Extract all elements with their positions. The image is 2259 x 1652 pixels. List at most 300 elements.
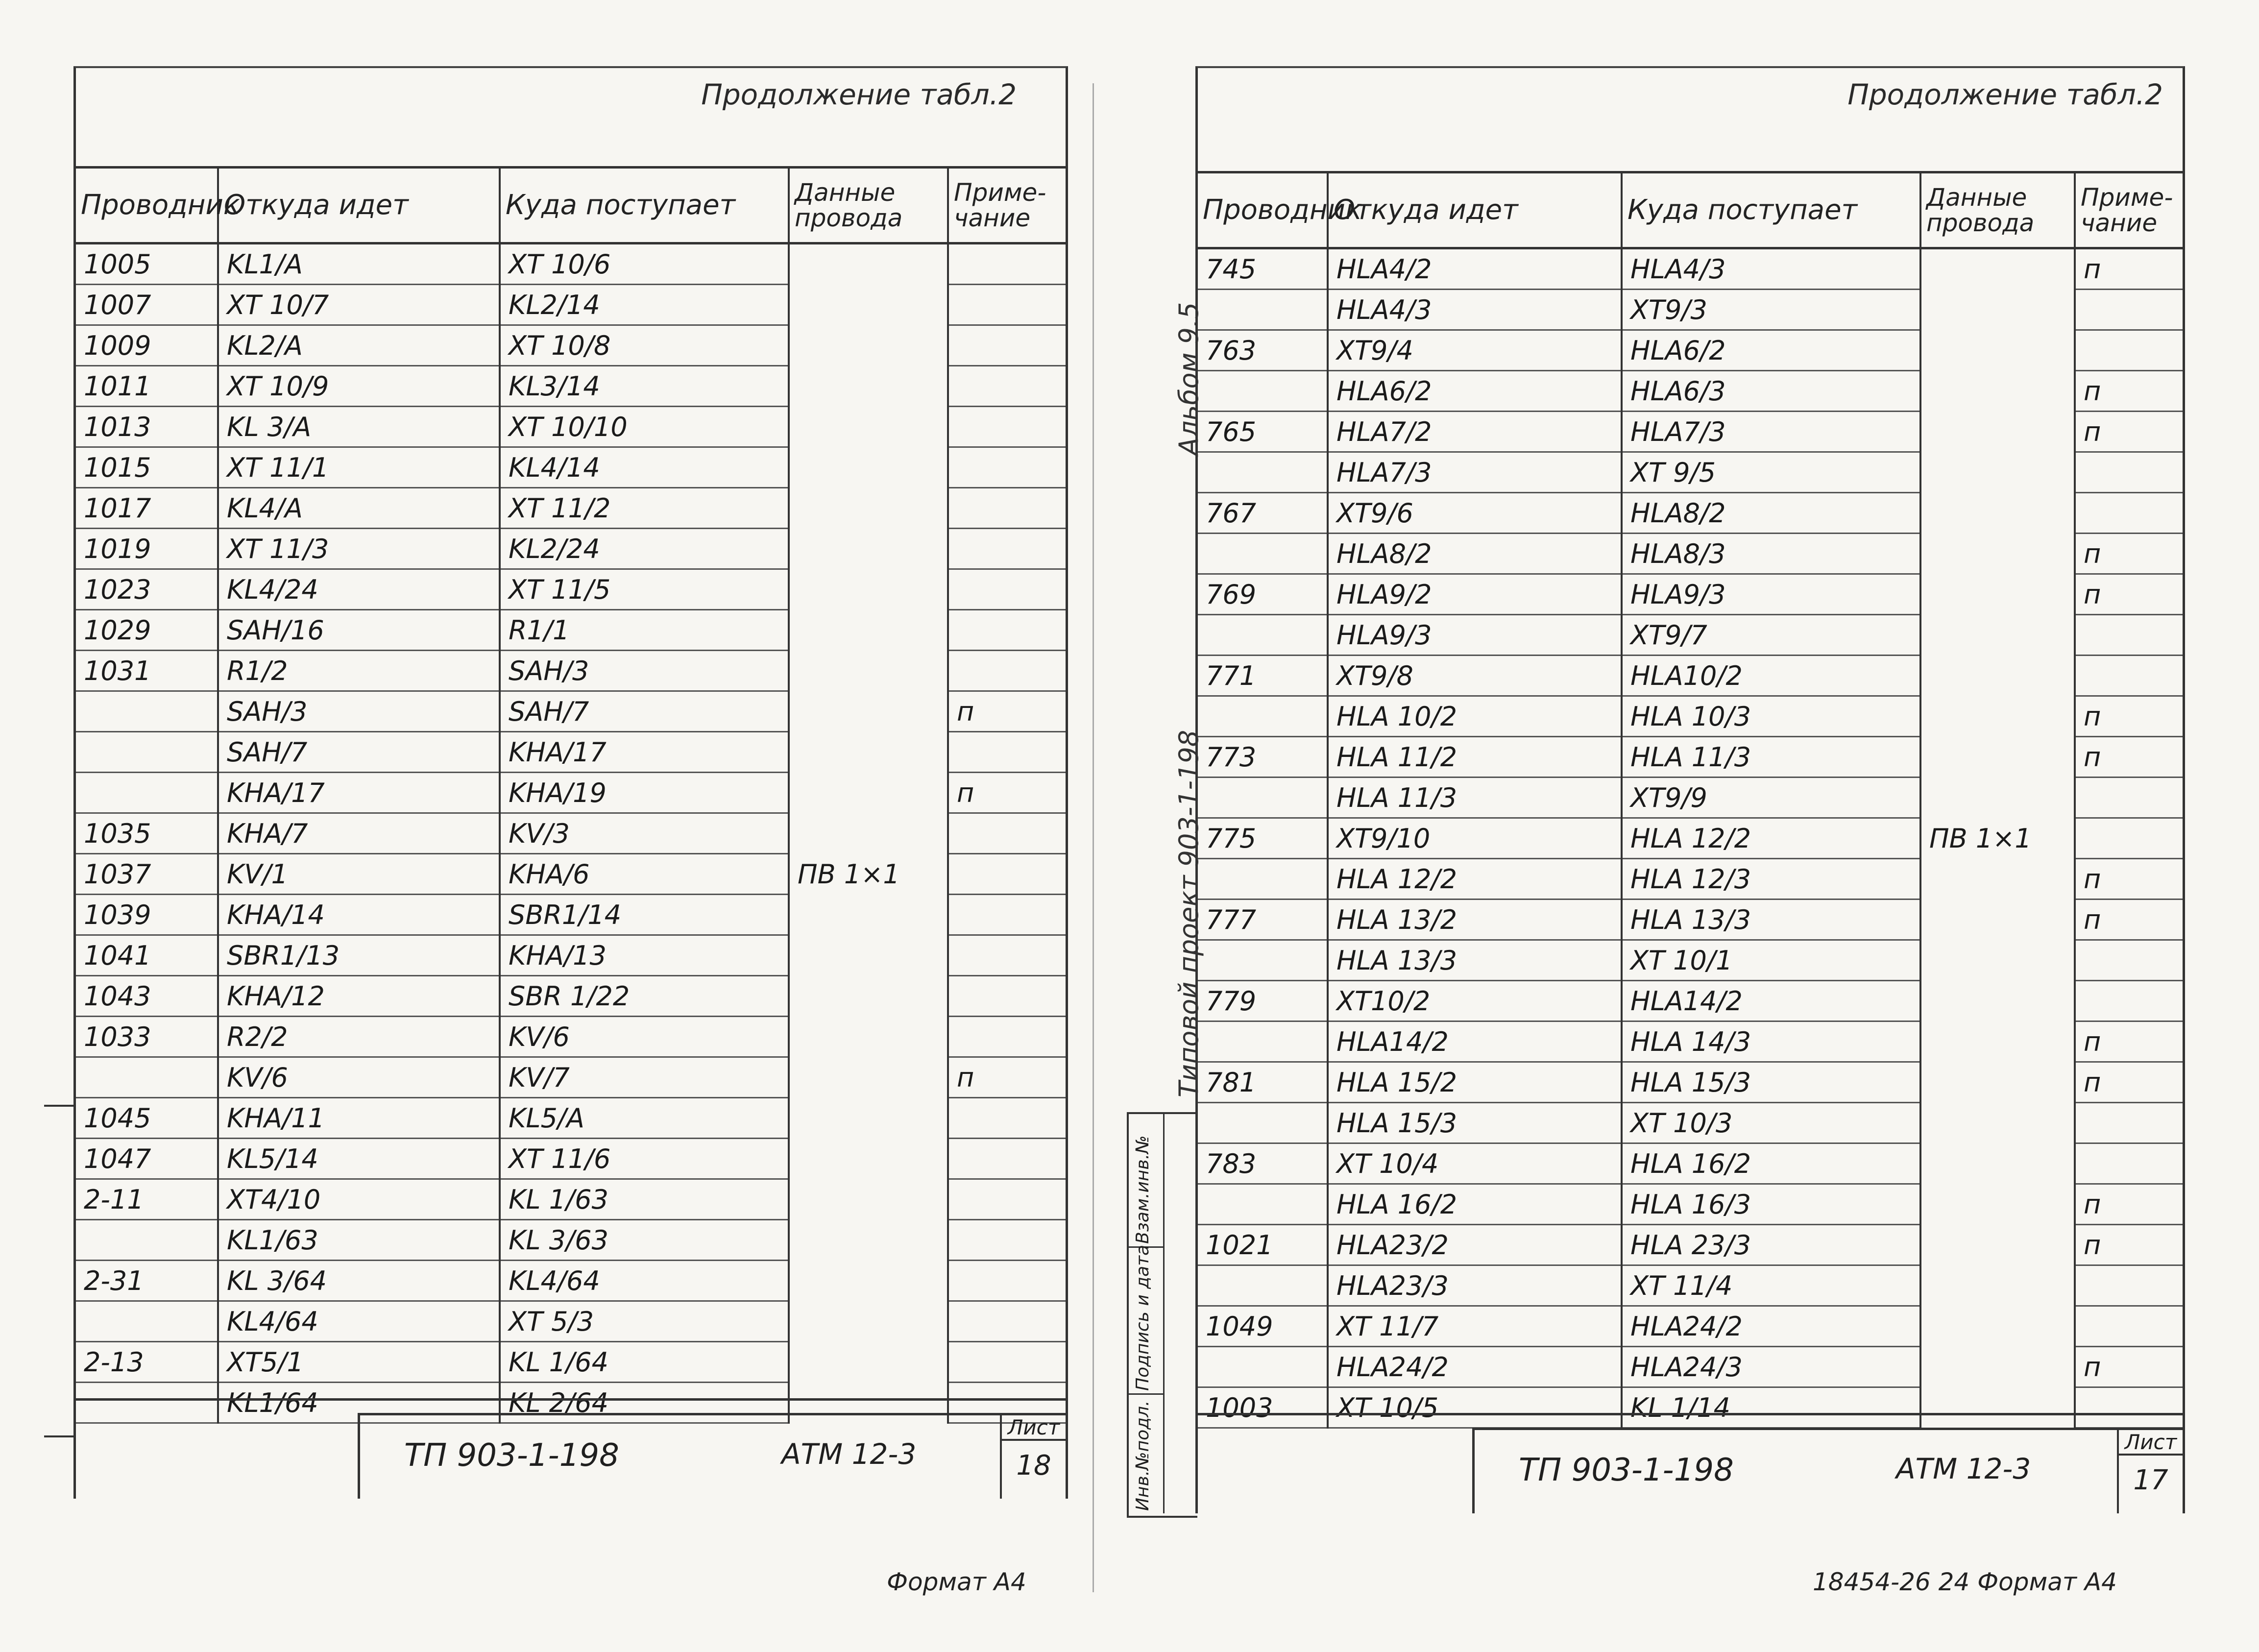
wire-data-cell xyxy=(1920,1265,2075,1306)
conductor-cell: 1029 xyxy=(76,610,218,651)
note-cell xyxy=(2075,452,2183,493)
from-cell: KL4/64 xyxy=(218,1301,500,1342)
album-label: Альбом 9.5 xyxy=(1173,302,1204,456)
conductor-cell: 1009 xyxy=(76,325,218,366)
from-cell: HLA 15/2 xyxy=(1328,1062,1622,1103)
note-cell xyxy=(948,895,1066,935)
note-cell xyxy=(948,529,1066,569)
note-cell xyxy=(948,366,1066,407)
table-row xyxy=(1198,777,2183,818)
wire-table-left xyxy=(76,166,1066,1424)
note-cell xyxy=(948,854,1066,895)
table-row xyxy=(1198,656,2183,696)
strip-label: Подпись и дата xyxy=(1133,1244,1153,1391)
conductor-cell xyxy=(1198,615,1328,656)
to-cell: KL 1/64 xyxy=(500,1342,789,1383)
to-cell: HLA7/3 xyxy=(1622,412,1920,452)
conductor-cell: 1003 xyxy=(1198,1387,1328,1428)
to-cell: HLA 23/3 xyxy=(1622,1225,1920,1265)
wire-data-cell xyxy=(789,488,948,529)
to-cell: HLA 10/3 xyxy=(1622,696,1920,737)
to-cell: XT9/3 xyxy=(1622,290,1920,330)
sheet-left xyxy=(73,66,1068,1499)
table-row xyxy=(76,1098,1066,1139)
wire-data-cell xyxy=(789,1179,948,1220)
note-cell: п xyxy=(948,773,1066,813)
from-cell: KHA/7 xyxy=(218,813,500,854)
wire-data-cell xyxy=(789,243,948,285)
from-cell: HLA23/2 xyxy=(1328,1225,1622,1265)
to-cell: KHA/19 xyxy=(500,773,789,813)
conductor-cell: 1043 xyxy=(76,976,218,1017)
wire-data-cell xyxy=(1920,737,2075,777)
wire-data-cell xyxy=(789,1261,948,1301)
to-cell: HLA4/3 xyxy=(1622,248,1920,290)
table-row xyxy=(1198,615,2183,656)
wire-data-cell xyxy=(789,813,948,854)
from-cell: XT 10/5 xyxy=(1328,1387,1622,1428)
note-cell: п xyxy=(2075,574,2183,615)
table-body xyxy=(1198,248,2183,1428)
wire-data-cell xyxy=(1920,1062,2075,1103)
project-code: ТП 903-1-198 xyxy=(404,1437,619,1474)
table-row xyxy=(76,773,1066,813)
wire-data-cell xyxy=(1920,371,2075,412)
from-cell: HLA7/3 xyxy=(1328,452,1622,493)
to-cell: HLA 15/3 xyxy=(1622,1062,1920,1103)
conductor-cell xyxy=(1198,777,1328,818)
from-cell: KL4/A xyxy=(218,488,500,529)
from-cell: KHA/12 xyxy=(218,976,500,1017)
table-row xyxy=(1198,371,2183,412)
table-row xyxy=(76,1342,1066,1383)
wire-data-cell xyxy=(1920,330,2075,371)
from-cell: KL2/A xyxy=(218,325,500,366)
table-row xyxy=(1198,818,2183,859)
to-cell: KHA/6 xyxy=(500,854,789,895)
from-cell: HLA24/2 xyxy=(1328,1347,1622,1387)
conductor-cell: 1015 xyxy=(76,447,218,488)
to-cell: HLA 12/2 xyxy=(1622,818,1920,859)
wire-data-cell xyxy=(789,366,948,407)
title-block xyxy=(76,1398,1066,1499)
to-cell: SAH/3 xyxy=(500,651,789,691)
wire-data-cell xyxy=(789,1057,948,1098)
conductor-cell: 777 xyxy=(1198,899,1328,940)
note-cell xyxy=(948,325,1066,366)
table-row xyxy=(76,813,1066,854)
conductor-cell: 1045 xyxy=(76,1098,218,1139)
conductor-cell: 1023 xyxy=(76,569,218,610)
from-cell: XT 10/9 xyxy=(218,366,500,407)
note-cell xyxy=(2075,493,2183,534)
from-cell: HLA14/2 xyxy=(1328,1021,1622,1062)
to-cell: XT9/9 xyxy=(1622,777,1920,818)
table-row xyxy=(1198,1021,2183,1062)
table-row xyxy=(76,1057,1066,1098)
table-row xyxy=(1198,1143,2183,1184)
conductor-cell: 1037 xyxy=(76,854,218,895)
from-cell: KL1/64 xyxy=(218,1383,500,1423)
to-cell: XT 10/1 xyxy=(1622,940,1920,981)
strip-cell xyxy=(1129,1114,1165,1248)
table-body xyxy=(76,243,1066,1423)
conductor-cell xyxy=(1198,859,1328,899)
to-cell: KHA/13 xyxy=(500,935,789,976)
col-header: Проводник xyxy=(76,168,218,243)
strip-label: Взам.инв.№ xyxy=(1133,1135,1153,1244)
note-cell xyxy=(948,1098,1066,1139)
note-cell xyxy=(948,651,1066,691)
from-cell: HLA7/2 xyxy=(1328,412,1622,452)
from-cell: SAH/3 xyxy=(218,691,500,732)
from-cell: R2/2 xyxy=(218,1017,500,1057)
table-row xyxy=(1198,899,2183,940)
drawing-mark: АТМ 12-3 xyxy=(1896,1452,2031,1485)
note-cell xyxy=(948,1017,1066,1057)
to-cell: XT 10/3 xyxy=(1622,1103,1920,1143)
conductor-cell: 771 xyxy=(1198,656,1328,696)
conductor-cell: 773 xyxy=(1198,737,1328,777)
wire-data-cell xyxy=(789,569,948,610)
conductor-cell xyxy=(76,1301,218,1342)
table-row xyxy=(76,407,1066,447)
conductor-cell: 763 xyxy=(1198,330,1328,371)
from-cell: HLA 11/3 xyxy=(1328,777,1622,818)
col-header: Приме-чание xyxy=(948,168,1066,243)
table-row xyxy=(1198,1184,2183,1225)
note-cell xyxy=(948,569,1066,610)
from-cell: XT 11/3 xyxy=(218,529,500,569)
to-cell: XT 11/4 xyxy=(1622,1265,1920,1306)
from-cell: XT9/4 xyxy=(1328,330,1622,371)
to-cell: XT 10/10 xyxy=(500,407,789,447)
from-cell: KL4/24 xyxy=(218,569,500,610)
wire-data-cell xyxy=(1920,1306,2075,1347)
note-cell xyxy=(2075,330,2183,371)
from-cell: HLA 13/2 xyxy=(1328,899,1622,940)
note-cell: п xyxy=(2075,371,2183,412)
wire-data-cell xyxy=(789,732,948,773)
wire-table-right xyxy=(1198,171,2183,1429)
to-cell: XT 11/6 xyxy=(500,1139,789,1179)
wire-data-cell xyxy=(789,976,948,1017)
to-cell: KV/6 xyxy=(500,1017,789,1057)
wire-data-cell xyxy=(789,1220,948,1261)
note-cell xyxy=(948,976,1066,1017)
table-row xyxy=(76,1179,1066,1220)
wire-data-cell xyxy=(789,325,948,366)
note-cell: п xyxy=(2075,248,2183,290)
from-cell: KHA/17 xyxy=(218,773,500,813)
table-row xyxy=(1198,534,2183,574)
table-row xyxy=(1198,452,2183,493)
wire-data-cell xyxy=(1920,1103,2075,1143)
conductor-cell: 1021 xyxy=(1198,1225,1328,1265)
to-cell: HLA 11/3 xyxy=(1622,737,1920,777)
col-header: Куда поступает xyxy=(500,168,789,243)
sheet-cell xyxy=(1000,1415,1066,1499)
table-row xyxy=(76,529,1066,569)
table-row xyxy=(1198,290,2183,330)
from-cell: XT9/10 xyxy=(1328,818,1622,859)
note-cell xyxy=(948,1261,1066,1301)
table-row xyxy=(1198,859,2183,899)
to-cell: KL4/14 xyxy=(500,447,789,488)
sheet-right xyxy=(1195,66,2185,1513)
note-cell xyxy=(2075,1103,2183,1143)
note-cell xyxy=(2075,1265,2183,1306)
wire-data-cell xyxy=(1920,656,2075,696)
wire-data-cell xyxy=(1920,452,2075,493)
table-row xyxy=(76,243,1066,285)
note-cell: п xyxy=(2075,534,2183,574)
table-row xyxy=(76,651,1066,691)
wire-data-cell xyxy=(789,1342,948,1383)
conductor-cell: 2-13 xyxy=(76,1342,218,1383)
table-row xyxy=(1198,330,2183,371)
wire-data-cell: ПВ 1×1 xyxy=(1920,818,2075,859)
conductor-cell xyxy=(76,691,218,732)
to-cell: XT 5/3 xyxy=(500,1301,789,1342)
conductor-cell: 1005 xyxy=(76,243,218,285)
continuation-label: Продолжение табл.2 xyxy=(1847,78,2163,111)
from-cell: SAH/7 xyxy=(218,732,500,773)
note-cell xyxy=(948,1301,1066,1342)
table-row xyxy=(1198,1062,2183,1103)
from-cell: XT4/10 xyxy=(218,1179,500,1220)
to-cell: XT9/7 xyxy=(1622,615,1920,656)
note-cell xyxy=(2075,290,2183,330)
to-cell: HLA10/2 xyxy=(1622,656,1920,696)
wire-data-cell xyxy=(1920,696,2075,737)
wire-data-cell xyxy=(789,610,948,651)
table-row xyxy=(1198,940,2183,981)
conductor-cell: 1019 xyxy=(76,529,218,569)
from-cell: XT 11/7 xyxy=(1328,1306,1622,1347)
table-row xyxy=(76,1139,1066,1179)
conductor-cell: 1011 xyxy=(76,366,218,407)
conductor-cell: 775 xyxy=(1198,818,1328,859)
table-row xyxy=(1198,248,2183,290)
to-cell: XT 11/5 xyxy=(500,569,789,610)
table-row xyxy=(76,1017,1066,1057)
wire-data-cell: ПВ 1×1 xyxy=(789,854,948,895)
table-row xyxy=(1198,412,2183,452)
to-cell: KL 3/63 xyxy=(500,1220,789,1261)
project-code: ТП 903-1-198 xyxy=(1519,1452,1734,1488)
wire-data-cell xyxy=(789,651,948,691)
note-cell xyxy=(2075,1143,2183,1184)
from-cell: KV/1 xyxy=(218,854,500,895)
col-header: Приме-чание xyxy=(2075,172,2183,248)
note-cell: п xyxy=(2075,859,2183,899)
title-block xyxy=(1198,1413,2183,1513)
note-cell: п xyxy=(948,1057,1066,1098)
wire-data-cell xyxy=(1920,1143,2075,1184)
note-cell xyxy=(948,243,1066,285)
table-row xyxy=(1198,493,2183,534)
table-row xyxy=(1198,574,2183,615)
from-cell: KHA/14 xyxy=(218,895,500,935)
margin-tick xyxy=(44,1435,73,1437)
from-cell: KL1/63 xyxy=(218,1220,500,1261)
from-cell: KL 3/64 xyxy=(218,1261,500,1301)
table-row xyxy=(1198,981,2183,1021)
from-cell: KHA/11 xyxy=(218,1098,500,1139)
to-cell: KL5/A xyxy=(500,1098,789,1139)
wire-data-cell xyxy=(1920,1225,2075,1265)
from-cell: HLA 12/2 xyxy=(1328,859,1622,899)
table-row xyxy=(76,488,1066,529)
continuation-label: Продолжение табл.2 xyxy=(701,78,1017,111)
to-cell: XT 10/8 xyxy=(500,325,789,366)
sheet-label: Лист xyxy=(2119,1430,2183,1456)
wire-data-cell xyxy=(1920,574,2075,615)
conductor-cell: 1033 xyxy=(76,1017,218,1057)
to-cell: KL 1/63 xyxy=(500,1179,789,1220)
col-header: Проводник xyxy=(1198,172,1328,248)
col-header: Откуда идет xyxy=(218,168,500,243)
wire-data-cell xyxy=(1920,615,2075,656)
conductor-cell xyxy=(1198,371,1328,412)
note-cell: п xyxy=(2075,899,2183,940)
from-cell: HLA 15/3 xyxy=(1328,1103,1622,1143)
note-cell: п xyxy=(2075,412,2183,452)
wire-data-cell xyxy=(1920,1021,2075,1062)
wire-data-cell xyxy=(789,447,948,488)
conductor-cell xyxy=(76,1220,218,1261)
wire-data-cell xyxy=(1920,493,2075,534)
note-cell: п xyxy=(2075,1184,2183,1225)
conductor-cell: 765 xyxy=(1198,412,1328,452)
conductor-cell: 1007 xyxy=(76,285,218,325)
sheet-divider xyxy=(1093,83,1094,1592)
from-cell: HLA6/2 xyxy=(1328,371,1622,412)
project-vertical-label: Типовой проект 903-1-198 xyxy=(1173,729,1204,1097)
table-row xyxy=(1198,1265,2183,1306)
note-cell xyxy=(2075,777,2183,818)
table-row xyxy=(76,325,1066,366)
conductor-cell: 781 xyxy=(1198,1062,1328,1103)
table-row xyxy=(76,935,1066,976)
note-cell xyxy=(948,488,1066,529)
to-cell: SBR1/14 xyxy=(500,895,789,935)
to-cell: HLA8/3 xyxy=(1622,534,1920,574)
sheet-label: Лист xyxy=(1002,1415,1066,1441)
conductor-cell: 767 xyxy=(1198,493,1328,534)
from-cell: SBR1/13 xyxy=(218,935,500,976)
to-cell: HLA 16/3 xyxy=(1622,1184,1920,1225)
to-cell: SAH/7 xyxy=(500,691,789,732)
from-cell: HLA 16/2 xyxy=(1328,1184,1622,1225)
format-label: 18454-26 24 Формат А4 xyxy=(1813,1568,2117,1596)
col-header: Откуда идет xyxy=(1328,172,1622,248)
conductor-cell xyxy=(1198,1103,1328,1143)
note-cell xyxy=(948,1179,1066,1220)
wire-data-cell xyxy=(789,285,948,325)
table-row xyxy=(1198,1306,2183,1347)
to-cell: HLA 16/2 xyxy=(1622,1143,1920,1184)
note-cell xyxy=(2075,940,2183,981)
sheet-number: 17 xyxy=(2133,1464,2168,1496)
to-cell: XT 11/2 xyxy=(500,488,789,529)
conductor-cell: 783 xyxy=(1198,1143,1328,1184)
conductor-cell: 1039 xyxy=(76,895,218,935)
from-cell: KV/6 xyxy=(218,1057,500,1098)
wire-data-cell xyxy=(789,529,948,569)
wire-data-cell xyxy=(1920,534,2075,574)
to-cell: XT 10/6 xyxy=(500,243,789,285)
wire-data-cell xyxy=(789,691,948,732)
sheet-cell xyxy=(2117,1430,2183,1513)
wire-data-cell xyxy=(789,1017,948,1057)
conductor-cell: 1017 xyxy=(76,488,218,529)
from-cell: KL1/A xyxy=(218,243,500,285)
title-box xyxy=(358,1413,1066,1499)
table-row xyxy=(1198,696,2183,737)
from-cell: SAH/16 xyxy=(218,610,500,651)
note-cell xyxy=(2075,615,2183,656)
to-cell: HLA24/3 xyxy=(1622,1347,1920,1387)
wire-data-cell xyxy=(1920,412,2075,452)
note-cell: п xyxy=(948,691,1066,732)
note-cell xyxy=(948,935,1066,976)
note-cell: п xyxy=(2075,1021,2183,1062)
wire-data-cell xyxy=(789,773,948,813)
note-cell: п xyxy=(2075,1347,2183,1387)
wire-data-cell xyxy=(789,935,948,976)
table-row xyxy=(1198,1225,2183,1265)
to-cell: HLA6/2 xyxy=(1622,330,1920,371)
to-cell: HLA 14/3 xyxy=(1622,1021,1920,1062)
note-cell xyxy=(2075,981,2183,1021)
note-cell xyxy=(2075,656,2183,696)
note-cell: п xyxy=(2075,696,2183,737)
table-row xyxy=(76,854,1066,895)
note-cell: п xyxy=(2075,737,2183,777)
note-cell xyxy=(948,447,1066,488)
to-cell: HLA6/3 xyxy=(1622,371,1920,412)
note-cell xyxy=(948,732,1066,773)
wire-data-cell xyxy=(1920,1184,2075,1225)
from-cell: HLA23/3 xyxy=(1328,1265,1622,1306)
strip-cell xyxy=(1129,1393,1165,1513)
wire-data-cell xyxy=(1920,248,2075,290)
table-row xyxy=(76,976,1066,1017)
note-cell xyxy=(948,813,1066,854)
from-cell: KL 3/A xyxy=(218,407,500,447)
conductor-cell xyxy=(76,1057,218,1098)
from-cell: HLA9/3 xyxy=(1328,615,1622,656)
table-row xyxy=(76,569,1066,610)
table-row xyxy=(1198,1103,2183,1143)
table-row xyxy=(76,732,1066,773)
to-cell: SBR 1/22 xyxy=(500,976,789,1017)
to-cell: KV/3 xyxy=(500,813,789,854)
from-cell: XT9/8 xyxy=(1328,656,1622,696)
format-label: Формат А4 xyxy=(887,1568,1026,1596)
from-cell: HLA 13/3 xyxy=(1328,940,1622,981)
wire-data-cell xyxy=(789,1098,948,1139)
to-cell: KL4/64 xyxy=(500,1261,789,1301)
col-header: Данные провода xyxy=(1920,172,2075,248)
from-cell: HLA8/2 xyxy=(1328,534,1622,574)
conductor-cell xyxy=(1198,1347,1328,1387)
conductor-cell xyxy=(1198,940,1328,981)
table-row xyxy=(76,447,1066,488)
wire-data-cell xyxy=(1920,290,2075,330)
